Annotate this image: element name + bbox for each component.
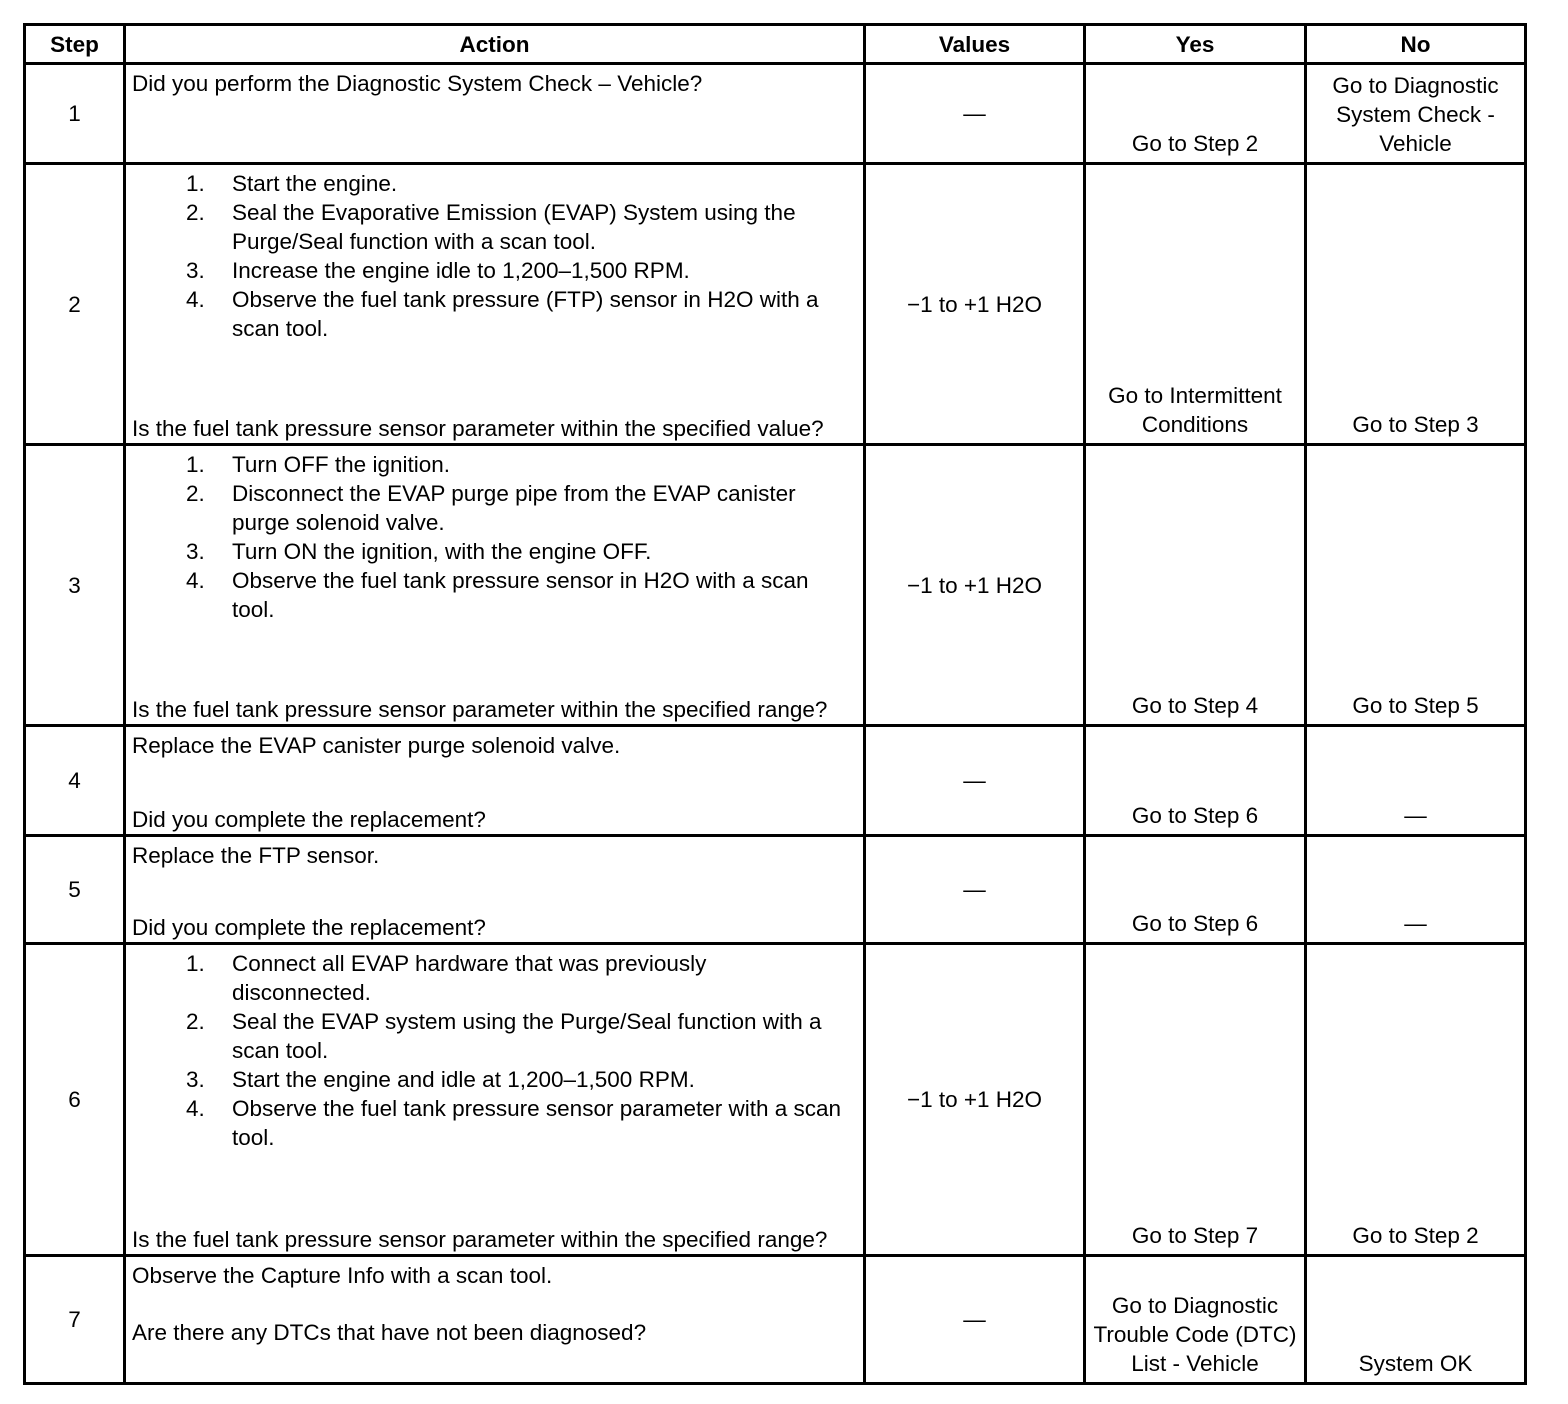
action-question: Did you complete the replacement? [132,807,486,832]
no-cell [1306,726,1526,836]
substep-number: 2. [186,1009,205,1034]
list-item [132,949,857,1007]
values-cell: −1 to +1 H2O [865,164,1085,445]
no-cell [1306,64,1526,164]
values-cell: — [865,1256,1085,1384]
substep-text: Connect all EVAP hardware that was previously disconnected. [232,951,707,1005]
diagnostic-table [23,23,1527,1385]
action-question: Is the fuel tank pressure sensor parameter within the specified value? [132,416,824,441]
values-cell: — [865,64,1085,164]
substep-text: Observe the fuel tank pressure (FTP) sensor in H2O with a scan tool. [232,287,819,341]
no-cell [1306,944,1526,1256]
substep-number: 4. [186,1096,205,1121]
step-number: 5 [25,836,125,944]
substep-number: 2. [186,200,205,225]
list-item [132,537,857,566]
list-item [132,566,857,624]
substep-number: 2. [186,481,205,506]
no-text: — [1404,911,1427,936]
substep-number: 1. [186,951,205,976]
no-cell [1306,164,1526,445]
substep-text: Start the engine and idle at 1,200–1,500 RPM. [232,1067,695,1092]
substep-text: Seal the Evaporative Emission (EVAP) System using the Purge/Seal function with a scan tool. [232,200,796,254]
action-question: Did you complete the replacement? [132,915,486,940]
table-row [25,836,1526,944]
yes-text: Go to Step 4 [1131,693,1259,718]
table-row [25,445,1526,726]
yes-cell [1085,1256,1306,1384]
yes-cell [1085,836,1306,944]
header-yes: Yes [1085,25,1306,64]
values-cell: −1 to +1 H2O [865,944,1085,1256]
substep-number: 1. [186,171,205,196]
step-number: 4 [25,726,125,836]
substep-list [132,949,857,1152]
step-number: 7 [25,1256,125,1384]
list-item [132,169,857,198]
header-step: Step [25,25,125,64]
no-cell [1306,1256,1526,1384]
yes-text: Go to Diagnostic Trouble Code (DTC) List - Vehicle [1093,1293,1297,1376]
no-text: Go to Step 3 [1352,412,1479,437]
substep-number: 4. [186,287,205,312]
list-item [132,450,857,479]
list-item [132,1094,857,1152]
action-cell [125,836,865,944]
action-cell [125,944,865,1256]
header-row [25,25,1526,64]
substep-text: Start the engine. [232,171,398,196]
substep-list [132,169,857,343]
no-cell [1306,445,1526,726]
action-cell [125,64,865,164]
values-cell: −1 to +1 H2O [865,445,1085,726]
yes-cell [1085,944,1306,1256]
yes-cell [1085,445,1306,726]
yes-text: Go to Step 7 [1131,1223,1259,1248]
substep-number: 3. [186,539,205,564]
list-item [132,479,857,537]
no-cell [1306,836,1526,944]
action-cell [125,1256,865,1384]
yes-text: Go to Intermittent Conditions [1108,383,1282,437]
header-action: Action [125,25,865,64]
list-item [132,1065,857,1094]
substep-number: 3. [186,258,205,283]
action-cell [125,164,865,445]
yes-text: Go to Step 2 [1131,131,1259,156]
action-cell [125,445,865,726]
yes-cell [1085,726,1306,836]
step-number: 2 [25,164,125,445]
action-intro: Replace the EVAP canister purge solenoid valve. [132,733,621,758]
substep-text: Disconnect the EVAP purge pipe from the EVAP canister purge solenoid valve. [232,481,796,535]
values-cell: — [865,836,1085,944]
substep-list [132,450,857,624]
substep-number: 1. [186,452,205,477]
list-item [132,1007,857,1065]
step-number: 1 [25,64,125,164]
yes-text: Go to Step 6 [1131,911,1259,936]
substep-text: Observe the fuel tank pressure sensor in H2O with a scan tool. [232,568,809,622]
header-no: No [1306,25,1526,64]
list-item [132,198,857,256]
no-text: — [1404,803,1427,828]
no-text: Go to Step 2 [1352,1223,1479,1248]
table-row [25,1256,1526,1384]
no-text: Go to Diagnostic System Check - Vehicle [1332,73,1499,156]
step-number: 6 [25,944,125,1256]
yes-text: Go to Step 6 [1131,803,1259,828]
yes-cell [1085,64,1306,164]
substep-text: Turn ON the ignition, with the engine OFF. [232,539,652,564]
action-question: Is the fuel tank pressure sensor parameter within the specified range? [132,697,828,722]
table-row [25,944,1526,1256]
table-row [25,164,1526,445]
no-text: Go to Step 5 [1352,693,1479,718]
substep-text: Turn OFF the ignition. [232,452,451,477]
list-item [132,256,857,285]
action-cell [125,726,865,836]
yes-cell [1085,164,1306,445]
table-row [25,64,1526,164]
action-intro: Observe the Capture Info with a scan tool. [132,1263,553,1288]
no-text: System OK [1358,1351,1473,1376]
list-item [132,285,857,343]
action-intro: Replace the FTP sensor. [132,843,380,868]
substep-number: 3. [186,1067,205,1092]
substep-text: Observe the fuel tank pressure sensor parameter with a scan tool. [232,1096,842,1150]
step-number: 3 [25,445,125,726]
action-question: Are there any DTCs that have not been diagnosed? [132,1320,647,1345]
action-question: Is the fuel tank pressure sensor parameter within the specified range? [132,1227,828,1252]
substep-text: Increase the engine idle to 1,200–1,500 RPM. [232,258,690,283]
action-intro: Did you perform the Diagnostic System Check – Vehicle? [132,71,703,96]
header-values: Values [865,25,1085,64]
substep-text: Seal the EVAP system using the Purge/Seal function with a scan tool. [232,1009,822,1063]
substep-number: 4. [186,568,205,593]
values-cell: — [865,726,1085,836]
table-row [25,726,1526,836]
